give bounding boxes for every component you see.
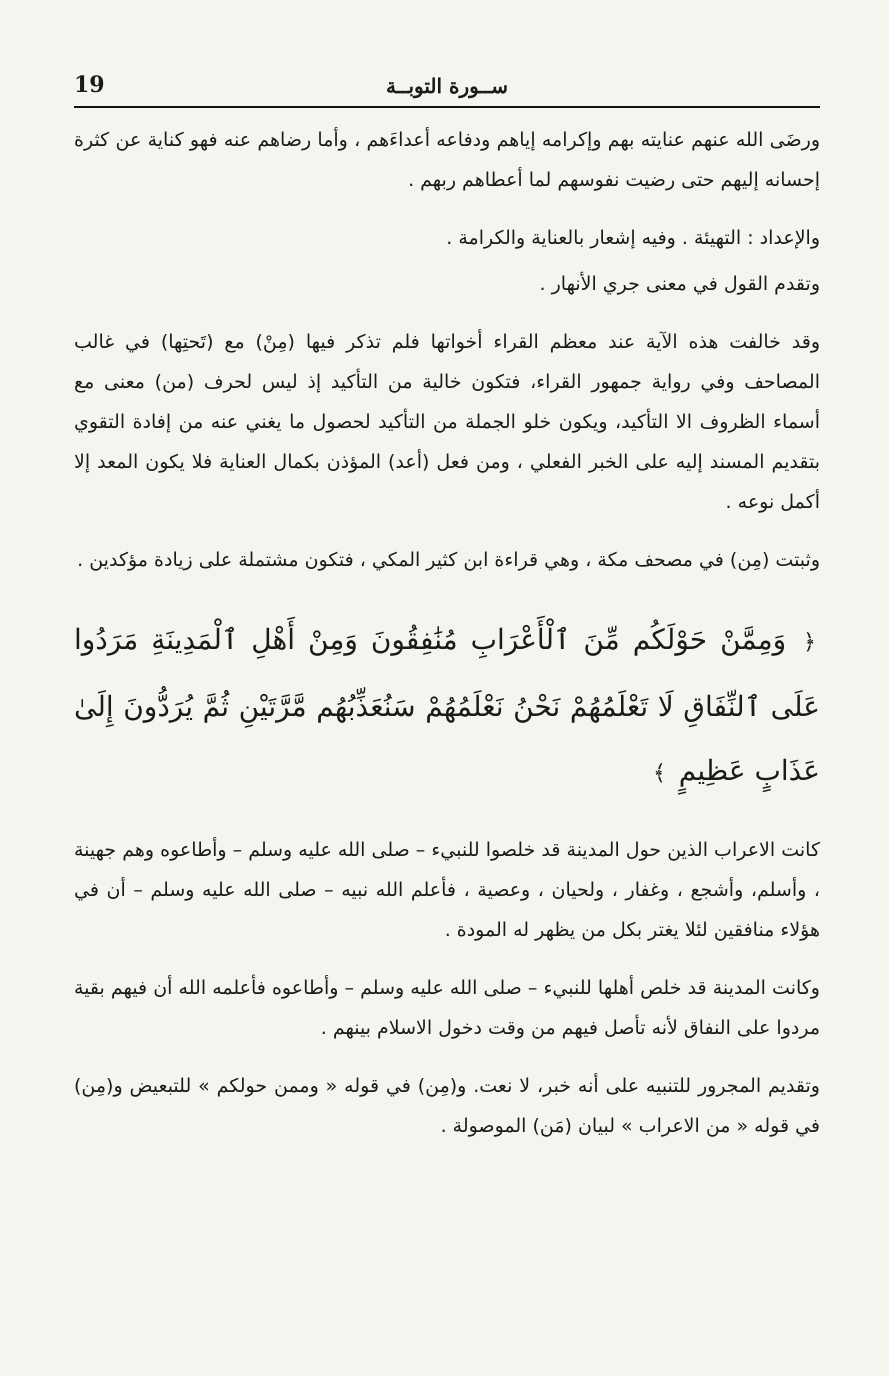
paragraph-4: وقد خالفت هذه الآية عند معظم القراء أخواتها فلم تذكر فيها (مِنْ) مع (تَحتِها) في غالب المصاحف وفي رواية جمهور القراء، فتكون خالية من التأكيد إذ ليس لحرف (من) معنى مع أسماء الظروف الا التأكيد، ويكون خلو الجملة من التأكيد لحصول ما يغني عنه من إفادة التقوي بتقديم المسند إليه على الخبر الفعلي ، ومن فعل (أعد) المؤذن بكمال العناية فلا يكون المعد إلا أكمل نوعه .	[74, 331, 820, 513]
paragraph-8: وتقديم المجرور للتنبيه على أنه خبر، لا نعت. و(مِن) في قوله « وممن حولكم » للتبعيض و(مِن) في قوله « من الاعراب » لبيان (مَن) الموصولة .	[74, 1075, 820, 1137]
paragraph-1: ورضَى الله عنهم عنايته بهم وإكرامه إياهم ودفاعه أعداءَهم ، وأما رضاهم عنه فهو كناية عن كثرة إحسانه إليهم حتى رضيت نفوسهم لما أعطاهم ربهم .	[74, 129, 820, 191]
verse-close-bracket: ﴾	[653, 761, 666, 786]
paragraph-6: كانت الاعراب الذين حول المدينة قد خلصوا للنبيء – صلى الله عليه وسلم – وأطاعوه وهم جهينة ، وأسلم، وأشجع ، وغفار ، ولحيان ، وعصية ، فأعلم الله نبيه – صلى الله عليه وسلم – أن في هؤلاء منافقين لئلا يغتر بكل من يظهر له المودة .	[74, 839, 820, 941]
paragraph-7: وكانت المدينة قد خلص أهلها للنبيء – صلى الله عليه وسلم – وأطاعوه فأعلمه الله أن فيهم بقية مردوا على النفاق لأنه تأصل فيهم من وقت دخول الاسلام بينهم .	[74, 977, 820, 1039]
main-text	[74, 120, 820, 1164]
paragraph-3: وتقدم القول في معنى جري الأنهار .	[539, 273, 820, 295]
header-divider	[74, 106, 820, 108]
paragraph-5: وثبتت (مِن) في مصحف مكة ، وهي قراءة ابن كثير المكي ، فتكون مشتملة على زيادة مؤكدين .	[77, 549, 820, 571]
paragraph-2: والإعداد : التهيئة . وفيه إشعار بالعناية والكرامة .	[446, 227, 820, 249]
verse-text: وَمِمَّنْ حَوْلَكُم مِّنَ ٱلْأَعْرَابِ مُنَٰفِقُونَ وَمِنْ أَهْلِ ٱلْمَدِينَةِ مَرَدُوا عَلَى ٱلنِّفَاقِ لَا تَعْلَمُهُمْ نَحْنُ نَعْلَمُهُمْ سَنُعَذِّبُهُم مَّرَّتَيْنِ ثُمَّ يُرَدُّونَ إِلَىٰ عَذَابٍ عَظِيمٍ	[74, 623, 820, 787]
verse-open-bracket: ﴿	[803, 630, 816, 655]
surah-title: ســورة التوبــة	[386, 74, 508, 98]
page-number: 19	[74, 72, 105, 98]
quran-verse	[74, 608, 820, 806]
page-header	[74, 70, 820, 108]
